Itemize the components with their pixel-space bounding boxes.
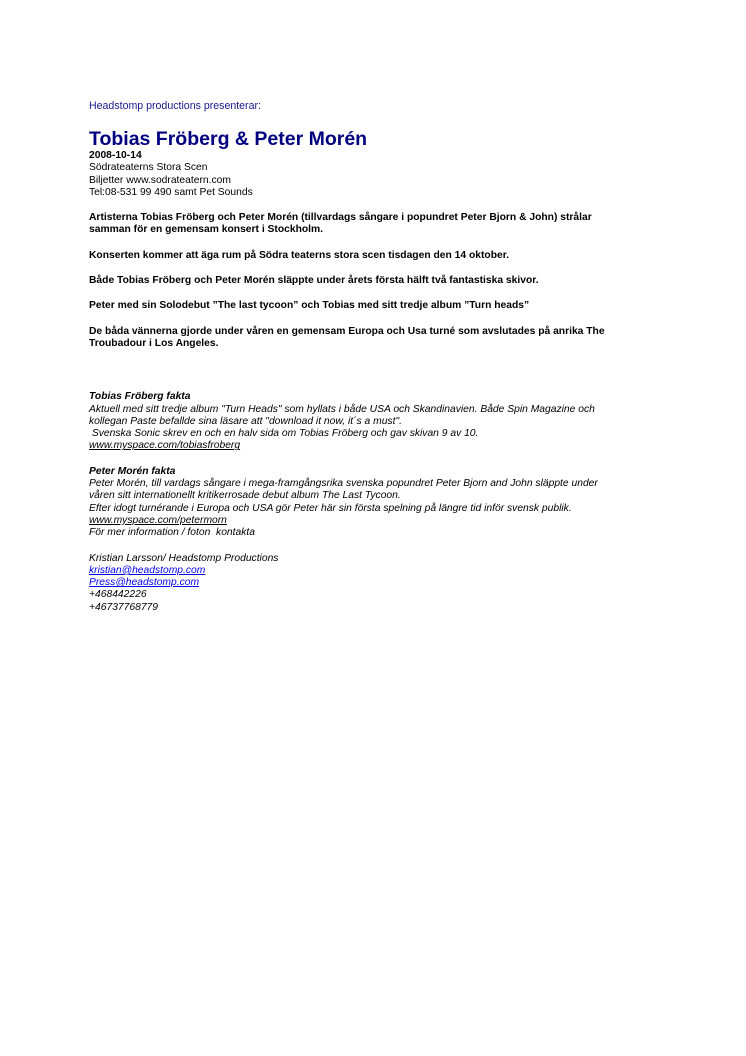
- contact-phone-1: +468442226: [89, 589, 147, 601]
- peter-myspace-link[interactable]: www.myspace.com/petermorn: [89, 514, 227, 526]
- tobias-myspace-link[interactable]: www.myspace.com/tobiasfroberg: [89, 440, 241, 452]
- phone-info: Tel:08-531 99 490 samt Pet Sounds: [89, 186, 253, 198]
- tobias-facts-line-3: Svenska Sonic skrev en och en halv sida om Tobias Fröberg och gav skivan 9 av 10.: [89, 428, 479, 440]
- paragraph-records: Både Tobias Fröberg och Peter Morén släppte under årets första hälft två fantastiska skivor.: [89, 275, 539, 287]
- tobias-facts-heading: Tobias Fröberg fakta: [89, 391, 191, 403]
- contact-email-kristian[interactable]: kristian@headstomp.com: [89, 564, 206, 576]
- paragraph-intro-line-1: Artisterna Tobias Fröberg och Peter Morén (tillvardags sångare i popundret Peter Bjorn & John) strålar: [89, 212, 592, 224]
- contact-name: Kristian Larsson/ Headstomp Productions: [89, 552, 279, 564]
- contact-intro: För mer information / foton kontakta: [89, 527, 255, 539]
- page-title: Tobias Fröberg & Peter Morén: [89, 128, 368, 150]
- tobias-facts-line-1: Aktuell med sitt tredje album "Turn Heads" som hyllats i både USA och Skandinavien. Både Spin Magazine och: [89, 403, 595, 415]
- paragraph-tour: [89, 326, 669, 351]
- paragraph-intro: [89, 212, 669, 237]
- tobias-facts-section: [89, 391, 669, 452]
- paragraph-concert: Konserten kommer att äga rum på Södra teaterns stora scen tisdagen den 14 oktober.: [89, 249, 510, 261]
- press-release-page: [89, 100, 669, 614]
- event-venue: Södrateaterns Stora Scen: [89, 162, 208, 174]
- paragraph-tour-line-1: De båda vännerna gjorde under våren en gemensam Europa och Usa turné som avslutades på anrika The: [89, 325, 605, 337]
- peter-facts-section: [89, 466, 669, 527]
- presents-line: Headstomp productions presenterar:: [89, 100, 261, 112]
- ticket-info: Biljetter www.sodrateatern.com: [89, 174, 231, 186]
- contact-email-press[interactable]: Press@headstomp.com: [89, 577, 200, 589]
- peter-facts-line-2: våren sitt internationellt kritikerrosade debut album The Last Tycoon.: [89, 490, 401, 502]
- peter-facts-line-3: Efter idogt turnérande i Europa och USA gör Peter här sin första spelning på längre tid inför svensk publik.: [89, 502, 572, 514]
- tobias-facts-line-2: kollegan Paste befallde sina läsare att "download it now, it´s a must".: [89, 415, 402, 427]
- contact-phone-2: +46737768779: [89, 601, 159, 613]
- paragraph-albums: Peter med sin Solodebut ”The last tycoon” och Tobias med sitt tredje album ”Turn heads”: [89, 300, 530, 312]
- peter-facts-line-1: Peter Morén, till vardags sångare i mega-framgångsrika svenska popundret Peter Bjorn and John släppte under: [89, 478, 598, 490]
- event-date: 2008-10-14: [89, 150, 142, 161]
- paragraph-tour-line-2: Troubadour i Los Angeles.: [89, 337, 219, 349]
- contact-section: [89, 553, 669, 614]
- paragraph-intro-line-2: samman för en gemensam konsert i Stockholm.: [89, 224, 324, 236]
- peter-facts-heading: Peter Morén fakta: [89, 465, 176, 477]
